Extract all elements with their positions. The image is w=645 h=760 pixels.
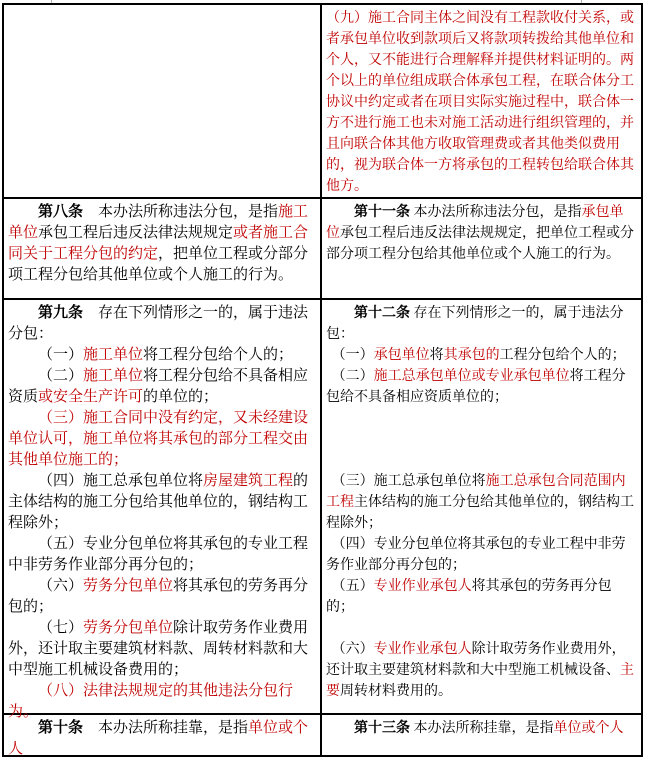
table-row (4, 5, 641, 199)
text-run: ，把单位工程或分部分项工程分包给其他单位或个人施工的行为。 (8, 246, 309, 283)
revised-text-run: 房屋建筑工程 (203, 473, 294, 489)
paragraph (326, 429, 637, 450)
text-run: （六） (331, 642, 374, 657)
cell-new-article-11 (322, 199, 641, 298)
paragraph (326, 576, 637, 618)
text-run: 第十三条 (354, 721, 414, 736)
paragraph (8, 471, 316, 534)
revised-text-run: （八）法律法规规定的其他违法分包行为。 (8, 683, 294, 720)
text-run: 存在下列情形之一的，属于违法分包： (8, 305, 309, 342)
text-run: （六） (38, 578, 84, 594)
text-run: 除计取劳务作业费用外，还计取主要建筑材料款和大中型施工机械设备、 (326, 642, 626, 678)
text-run: 将工程分包给个人的； (143, 347, 294, 363)
text-run: 存在下列情形之一的，属于违法分包： (326, 306, 624, 342)
text-run: 周转材料费用的。 (340, 684, 452, 699)
text-run: 承包工程后违反法律法规规定 (38, 225, 234, 241)
paragraph (8, 345, 316, 366)
text-run: 本办法所称违法分包，是指 (413, 205, 582, 220)
paragraph (8, 618, 316, 681)
revised-text-run: 施工单位 (83, 347, 144, 363)
text-run: （二） (331, 369, 374, 384)
text-run: 本办法所称违法分包，是指 (98, 204, 279, 220)
revised-text-run: 承包单位 (326, 205, 624, 241)
text-run: 第十条 (38, 720, 99, 736)
paragraph (326, 718, 637, 739)
revised-text-run: 或者施工合同关于工程分包的约定 (8, 225, 309, 262)
cell-new-article-12 (322, 300, 641, 713)
text-run: 承包工程后违反法律法规规定，把单位工程或分部分项工程分包给其他单位或个人施工的行为。 (326, 226, 634, 262)
text-run: （二） (38, 368, 84, 384)
text-run: 第九条 (38, 305, 99, 321)
table-row-clipped (4, 715, 641, 755)
revised-text-run: 单位或个人 (553, 721, 624, 736)
paragraph (326, 534, 637, 576)
text-run: 本办法所称挂靠，是指 (98, 720, 249, 736)
paragraph (8, 576, 316, 618)
text-run: 的单位的； (143, 389, 219, 405)
text-run: 将 (429, 348, 444, 363)
text-run: 工程分包给个人的； (499, 348, 626, 363)
revised-text-run: 施工单位 (8, 204, 309, 241)
text-run: 将其承包的劳务再分包的； (326, 579, 612, 615)
revised-text-run: 施工总承包单位或专业承包单位 (373, 369, 570, 384)
paragraph (326, 345, 637, 366)
text-run: （一） (38, 347, 84, 363)
paragraph (8, 202, 316, 286)
revised-text-run: 主要 (326, 663, 634, 699)
paragraph (8, 718, 316, 760)
revised-text-run: 单位或个人 (8, 720, 309, 757)
text-run: 将工程分包给不具备相应资质单位的； (326, 369, 626, 405)
text-run: 的主体结构的施工分包给其他单位的，钢结构工程除外； (8, 473, 309, 531)
paragraph (326, 450, 637, 471)
paragraph (326, 408, 637, 429)
cell-old-article-8 (4, 199, 322, 298)
revised-text-run: 专业作业承包人 (373, 642, 472, 657)
text-run: 第十一条 (354, 205, 414, 220)
revised-text-run: （九）施工合同主体之间没有工程款收付关系，或者承包单位收到款项后又将款项转拨给其他单位和个人，又不能进行合理解释并提供材料证明的。两个以上的单位组成联合体承包工程，在联合体分工协议中约定或者在项目实际实施过程中，联合体一方不进行施工也未对施工活动进行组织管理的，并且向联合体其他方收取管理费或者其他类似费用的，视为联合体一方将承包的工程转包给联合体其他方。 (326, 11, 634, 194)
revised-text-run: 劳务分包单位 (83, 620, 174, 636)
text-run: 将其承包的劳务再分包的； (8, 578, 309, 615)
revised-text-run: 其承包的 (443, 348, 500, 363)
text-run: （三）施工总承包单位将 (331, 474, 486, 489)
revised-text-run: 承包单位 (373, 348, 430, 363)
paragraph (326, 366, 637, 408)
text-run: （五） (331, 579, 374, 594)
revised-text-run: 劳务分包单位 (83, 578, 174, 594)
cell-old-article-empty (4, 5, 322, 197)
cell-old-article-9 (4, 300, 322, 720)
revised-text-run: 施工总承包合同范围内工程 (326, 474, 626, 510)
text-run: （四）施工总承包单位将 (38, 473, 204, 489)
text-run: 除计取劳务作业费用外，还计取主要建筑材料款、周转材料款和大中型施工机械设备费用的； (8, 620, 309, 678)
text-run: （一） (331, 348, 374, 363)
table-row (4, 199, 641, 300)
paragraph (8, 408, 316, 471)
cell-new-article-13 (322, 715, 641, 755)
revised-text-run: 专业作业承包人 (373, 579, 472, 594)
cell-old-article-10 (4, 715, 322, 755)
paragraph (326, 618, 637, 639)
text-run: （五）专业分包单位将其承包的专业工程中非劳务作业部分再分包的； (8, 536, 309, 573)
text-run: 将工程分包给不具备相应资质 (8, 368, 309, 405)
paragraph (8, 534, 316, 576)
text-run: （七） (38, 620, 84, 636)
paragraph (326, 202, 637, 265)
paragraph (8, 366, 316, 408)
revised-text-run: 或安全生产许可 (38, 389, 144, 405)
cell-new-article-item9 (322, 5, 641, 197)
text-run: 主体结构的施工分包给其他单位的，钢结构工程除外； (326, 495, 634, 531)
comparison-table (2, 3, 643, 757)
text-run: 本办法所称挂靠，是指 (413, 721, 554, 736)
table-row (4, 300, 641, 720)
paragraph (326, 8, 637, 197)
text-run: 第八条 (38, 204, 99, 220)
paragraph (326, 639, 637, 702)
paragraph (326, 303, 637, 345)
paragraph (326, 471, 637, 534)
paragraph (8, 303, 316, 345)
text-run: 第十二条 (354, 306, 414, 321)
revised-text-run: 施工单位 (83, 368, 144, 384)
revised-text-run: （三）施工合同中没有约定，又未经建设单位认可，施工单位将其承包的部分工程交由其他单位施工的； (8, 410, 309, 468)
text-run: （四）专业分包单位将其承包的专业工程中非劳务作业部分再分包的； (326, 537, 626, 573)
